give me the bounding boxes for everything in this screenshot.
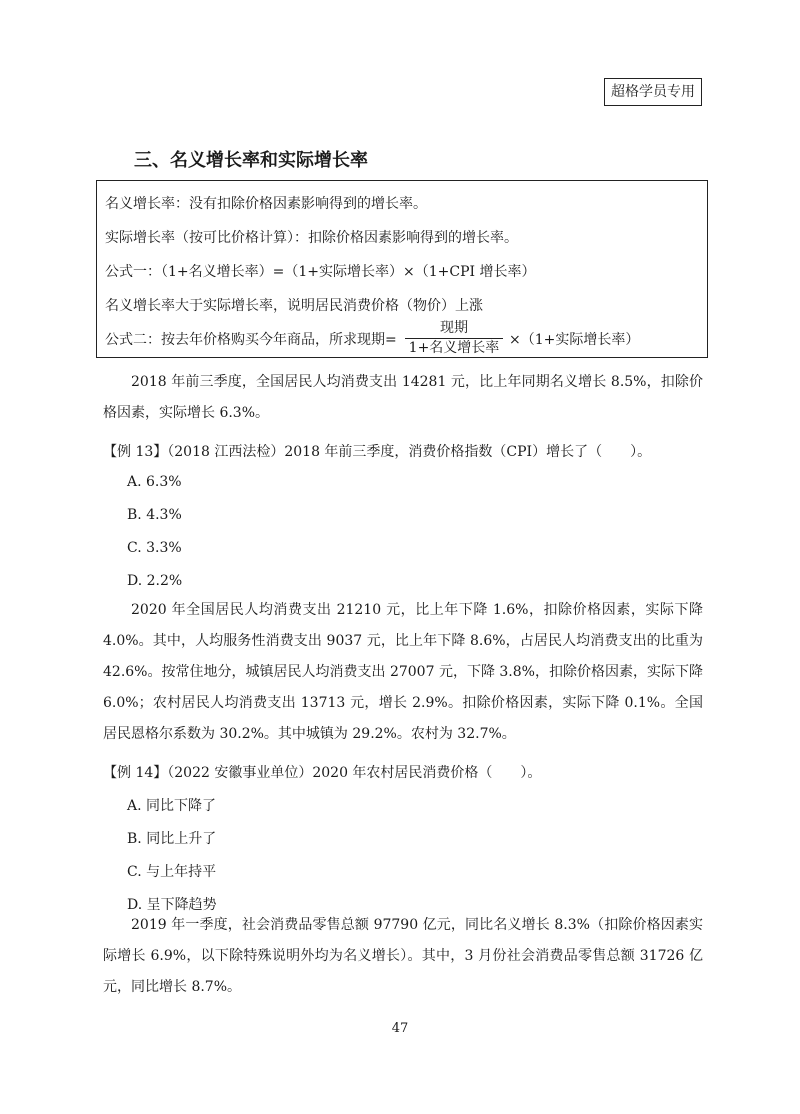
example-14-option-d: D. 呈下降趋势 xyxy=(127,897,217,913)
example-13-option-a: A. 6.3% xyxy=(127,474,182,490)
formula-two-prefix: 公式二：按去年价格购买今年商品，所求现期= xyxy=(105,332,397,348)
material-paragraph-1: 2018 年前三季度，全国居民人均消费支出 14281 元，比上年同期名义增长 8.5%，扣除价格因素，实际增长 6.3%。 xyxy=(103,374,703,421)
formula-one: 公式一：（1+名义增长率）=（1+实际增长率）×（1+CPI 增长率） xyxy=(105,264,536,280)
example-14-option-b: B. 同比上升了 xyxy=(127,831,217,847)
fraction-denominator: 1+名义增长率 xyxy=(408,340,500,356)
page-number: 47 xyxy=(391,1021,409,1036)
inflation-note: 名义增长率大于实际增长率，说明居民消费价格（物价）上涨 xyxy=(105,298,483,314)
example-13-option-b: B. 4.3% xyxy=(127,507,182,523)
material-paragraph-2: 2020 年全国居民人均消费支出 21210 元，比上年下降 1.6%，扣除价格因素，实际下降 4.0%。其中，人均服务性消费支出 9037 元，比上年下降 8.6%，占居民人均消费支出的比重为 42.6%。按常住地分，城镇居民人均消费支出 27007 元，下降 3.8%，扣除价格因素，实际下降 6.0%；农村居民人均消费支出 13713 元，增长 2.9%。扣除价格因素，实际下降 0.1%。全国居民恩格尔系数为 30.2%。其中城镇为 29.2%。农村为 32.7%。 xyxy=(103,602,703,742)
formula-two-fraction xyxy=(405,319,503,357)
example-13-option-d: D. 2.2% xyxy=(127,573,183,589)
section-title: 三、名义增长率和实际增长率 xyxy=(134,150,368,171)
student-only-stamp: 超格学员专用 xyxy=(604,78,702,106)
definition-box xyxy=(96,180,708,358)
fraction-numerator: 现期 xyxy=(440,320,468,336)
example-14-question: 【例 14】（2022 安徽事业单位）2020 年农村居民消费价格（ ）。 xyxy=(103,765,542,781)
example-13-option-c: C. 3.3% xyxy=(127,540,182,556)
definition-nominal-growth: 名义增长率：没有扣除价格因素影响得到的增长率。 xyxy=(105,196,427,212)
formula-two-suffix: ×（1+实际增长率） xyxy=(509,332,640,348)
material-paragraph-3: 2019 年一季度，社会消费品零售总额 97790 亿元，同比名义增长 8.3%（扣除价格因素实际增长 6.9%，以下除特殊说明外均为名义增长）。其中，3 月份社会消费品零售总额 31726 亿元，同比增长 8.7%。 xyxy=(103,917,703,995)
definition-real-growth: 实际增长率（按可比价格计算）：扣除价格因素影响得到的增长率。 xyxy=(105,230,518,246)
example-14-option-c: C. 与上年持平 xyxy=(127,864,217,880)
example-14-option-a: A. 同比下降了 xyxy=(127,798,217,814)
example-13-question: 【例 13】（2018 江西法检）2018 年前三季度，消费价格指数（CPI）增长了（ ）。 xyxy=(103,444,652,460)
